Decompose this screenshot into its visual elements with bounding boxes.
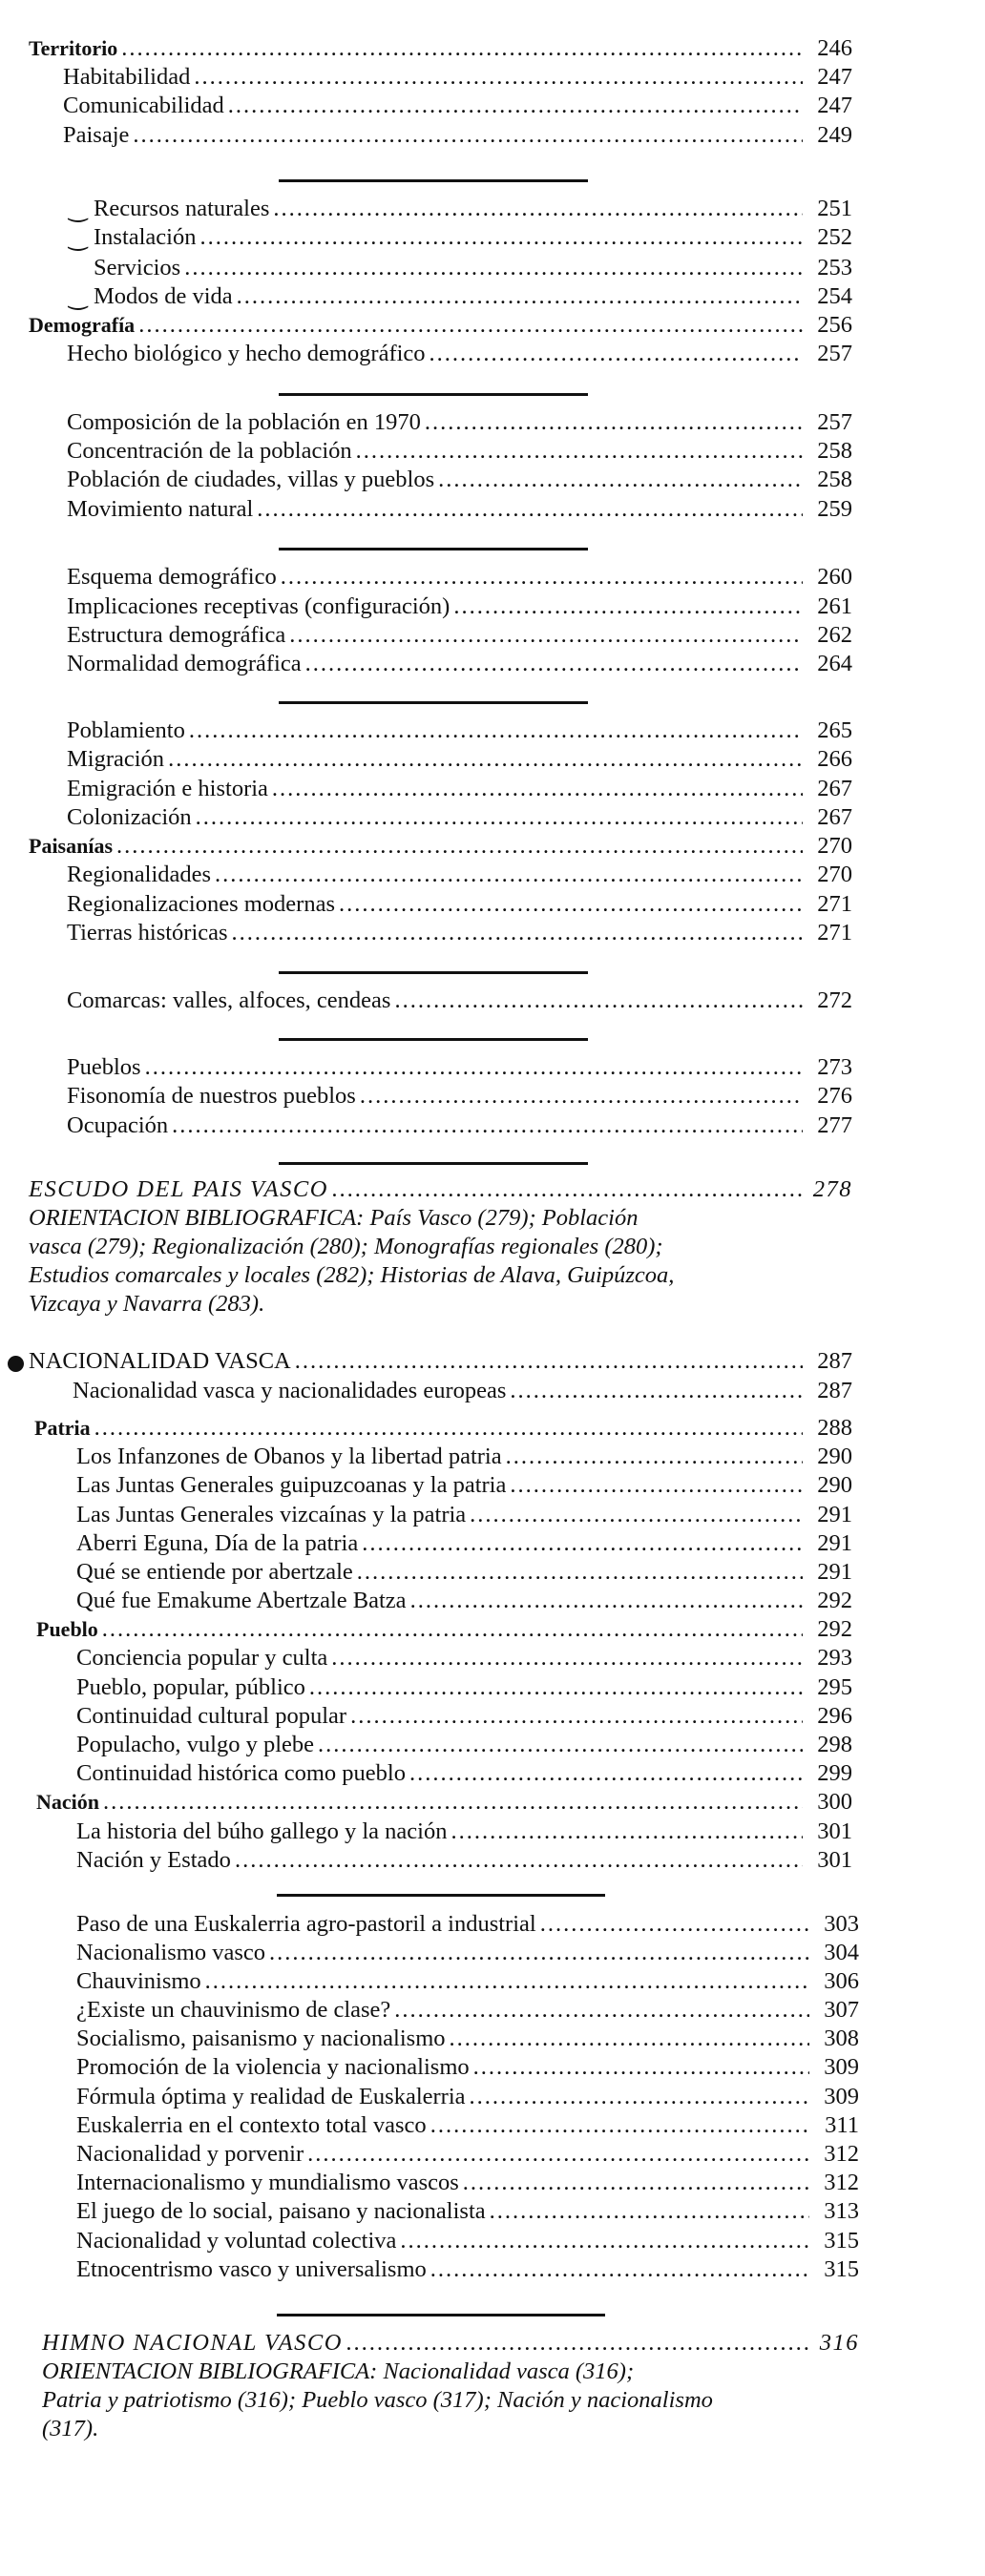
toc-entry-instalacion — [94, 223, 852, 252]
dot-leader — [339, 890, 803, 919]
dot-leader — [205, 1967, 809, 1996]
toc-entry-label: Nación y Estado — [76, 1847, 231, 1873]
toc-entry-patria — [34, 1414, 852, 1443]
dot-leader — [103, 1788, 803, 1817]
dot-leader — [305, 650, 803, 678]
toc-entry-nacionalidad-y-voluntad-colectiva — [76, 2227, 859, 2255]
toc-entry-page: 260 — [817, 564, 852, 590]
toc-entry-page: 304 — [824, 1940, 859, 1965]
toc-entry-conciencia-popular-y-culta — [76, 1644, 852, 1672]
toc-entry-himno-nacional-vasco — [42, 2329, 859, 2358]
dot-leader — [200, 223, 804, 252]
toc-entry-label: Servicios — [94, 255, 181, 280]
dot-leader — [409, 1759, 803, 1788]
dot-leader — [228, 92, 803, 120]
dot-leader — [438, 466, 803, 494]
toc-entry-page: 300 — [817, 1789, 852, 1815]
toc-entry-comunicabilidad — [63, 92, 852, 120]
dot-leader — [332, 1175, 803, 1204]
dot-leader — [356, 437, 803, 466]
toc-entry-emigracion-e-historia — [67, 775, 852, 803]
bibliography-line: Estudios comarcales y locales (282); Historias de Alava, Guipúzcoa, — [29, 1262, 675, 1288]
toc-entry-label: Paisanías — [29, 834, 114, 858]
toc-entry-pueblos — [67, 1053, 852, 1082]
toc-entry-page: 270 — [817, 833, 852, 859]
toc-entry-composicion-de-la-poblacion-en-1970 — [67, 408, 852, 437]
toc-entry-page: 295 — [817, 1674, 852, 1700]
toc-entry-label: Patria — [34, 1416, 91, 1440]
dot-leader — [346, 2329, 809, 2358]
toc-entry-page: 315 — [824, 2228, 859, 2254]
toc-entry-pueblo-popular-publico — [76, 1673, 852, 1702]
margin-check-mark: ‿ — [69, 197, 88, 222]
toc-entry-page: 309 — [824, 2054, 859, 2080]
dot-leader — [463, 2169, 809, 2197]
dot-leader — [318, 1731, 803, 1759]
toc-entry-poblacion-de-ciudades-villas-y-pueblos — [67, 466, 852, 494]
toc-entry-page: 301 — [817, 1818, 852, 1844]
dot-leader — [400, 2227, 809, 2255]
toc-entry-los-infanzones-de-obanos-y-la-libertad-patria — [76, 1443, 852, 1471]
toc-entry-page: 309 — [824, 2084, 859, 2109]
toc-entry-label: ¿Existe un chauvinismo de clase? — [76, 1997, 391, 2023]
toc-entry-page: 299 — [817, 1760, 852, 1786]
toc-entry-page: 311 — [825, 2112, 859, 2138]
toc-entry-chauvinismo — [76, 1967, 859, 1996]
dot-leader — [362, 1529, 803, 1558]
dot-leader — [425, 408, 803, 437]
dot-leader — [269, 1939, 809, 1967]
dot-leader — [410, 1587, 803, 1615]
toc-entry-label: Las Juntas Generales guipuzcoanas y la patria — [76, 1472, 507, 1498]
toc-entry-label: Composición de la población en 1970 — [67, 409, 421, 435]
dot-leader — [133, 121, 803, 150]
section-divider — [279, 393, 588, 396]
toc-entry-label: Euskalerria en el contexto total vasco — [76, 2112, 427, 2138]
toc-entry-page: 296 — [817, 1703, 852, 1729]
section-bullet-icon — [8, 1356, 24, 1372]
dot-leader — [145, 1053, 803, 1082]
toc-entry-label: Paisaje — [63, 122, 130, 148]
toc-entry-el-juego-de-lo-social-paisano-y-nacionalista — [76, 2197, 859, 2226]
section-divider — [279, 1162, 588, 1165]
toc-entry-euskalerria-en-el-contexto-total-vasco — [76, 2111, 859, 2140]
bibliography-line: (317). — [42, 2416, 99, 2441]
toc-entry-page: 270 — [817, 862, 852, 887]
dot-leader — [194, 63, 803, 92]
toc-entry-label: Socialismo, paisanismo y nacionalismo — [76, 2025, 446, 2051]
toc-entry-page: 298 — [817, 1732, 852, 1757]
toc-entry-regionalidades — [67, 861, 852, 889]
toc-entry-label: Emigración e historia — [67, 776, 268, 801]
toc-entry-label: Colonización — [67, 804, 192, 830]
toc-entry-page: 254 — [817, 283, 852, 309]
toc-entry-label: Regionalizaciones modernas — [67, 891, 335, 917]
toc-entry-nacionalidad-vasca — [29, 1347, 852, 1376]
toc-entry-label: Habitabilidad — [63, 64, 191, 90]
toc-entry-page: 261 — [817, 593, 852, 619]
toc-entry-label: Implicaciones receptivas (configuración) — [67, 593, 451, 619]
toc-entry-regionalizaciones-modernas — [67, 890, 852, 919]
dot-leader — [189, 717, 803, 745]
toc-entry-esquema-demografico — [67, 563, 852, 592]
toc-entry-page: 308 — [824, 2025, 859, 2051]
dot-leader — [430, 2255, 809, 2284]
toc-entry-page: 291 — [817, 1559, 852, 1585]
toc-entry-label: HIMNO NACIONAL VASCO — [42, 2330, 343, 2356]
dot-leader — [289, 621, 803, 650]
dot-leader — [232, 919, 803, 947]
toc-entry-las-juntas-generales-vizcainas-y-la-patria — [76, 1501, 852, 1529]
bibliography-line: Patria y patriotismo (316); Pueblo vasco (317); Nación y nacionalismo — [42, 2387, 713, 2413]
dot-leader — [121, 34, 803, 63]
toc-entry-escudo-del-pais-vasco — [29, 1175, 852, 1204]
toc-entry-page: 247 — [817, 64, 852, 90]
toc-entry-continuidad-cultural-popular — [76, 1702, 852, 1731]
section-divider — [279, 971, 588, 974]
toc-entry-que-se-entiende-por-abertzale — [76, 1558, 852, 1587]
toc-entry-page: 306 — [824, 1968, 859, 1994]
toc-entry-label: Territorio — [29, 36, 118, 60]
toc-entry-paso-de-una-euskalerria-agro-pastoril-a-industrial — [76, 1910, 859, 1939]
toc-entry-paisaje — [63, 121, 852, 150]
dot-leader — [307, 2140, 809, 2169]
toc-entry-colonizacion — [67, 803, 852, 832]
dot-leader — [360, 1082, 803, 1111]
toc-entry-etnocentrismo-vasco-y-universalismo — [76, 2255, 859, 2284]
dot-leader — [470, 1501, 803, 1529]
margin-check-mark: ‿ — [69, 226, 88, 251]
toc-entry-tierras-historicas — [67, 919, 852, 947]
toc-entry-page: 267 — [817, 776, 852, 801]
toc-entry-page: 271 — [817, 920, 852, 945]
toc-entry-poblamiento — [67, 717, 852, 745]
toc-entry-label: Qué fue Emakume Abertzale Batza — [76, 1588, 407, 1613]
toc-entry-page: 291 — [817, 1502, 852, 1527]
dot-leader — [309, 1673, 803, 1702]
toc-entry-label: Promoción de la violencia y nacionalismo — [76, 2054, 470, 2080]
toc-entry-nacionalidad-vasca-y-nacionalidades-europeas — [73, 1377, 852, 1405]
toc-entry-page: 277 — [817, 1112, 852, 1138]
dot-leader — [272, 775, 803, 803]
toc-entry-page: 288 — [817, 1415, 852, 1441]
toc-entry-label: Ocupación — [67, 1112, 169, 1138]
dot-leader — [394, 1996, 809, 2025]
toc-entry-label: Esquema demográfico — [67, 564, 277, 590]
toc-entry-label: Demografía — [29, 313, 136, 337]
toc-entry-label: Instalación — [94, 224, 197, 250]
dot-leader — [235, 1846, 803, 1875]
bibliography-line: Vizcaya y Navarra (283). — [29, 1291, 265, 1317]
toc-entry-modos-de-vida — [94, 282, 852, 311]
toc-entry-nacionalidad-y-porvenir — [76, 2140, 859, 2169]
toc-entry-page: 249 — [817, 122, 852, 148]
toc-entry-label: Aberri Eguna, Día de la patria — [76, 1530, 359, 1556]
toc-entry-page: 292 — [817, 1588, 852, 1613]
toc-entry-page: 287 — [817, 1378, 852, 1403]
toc-entry-label: Nacionalidad y voluntad colectiva — [76, 2228, 397, 2254]
section-divider — [279, 179, 588, 182]
toc-entry-label: El juego de lo social, paisano y nacionalista — [76, 2198, 486, 2224]
toc-entry-que-fue-emakume-abertzale-batza — [76, 1587, 852, 1615]
dot-leader — [116, 832, 803, 861]
toc-entry-label: Recursos naturales — [94, 196, 270, 221]
dot-leader — [94, 1414, 803, 1443]
toc-entry-servicios — [94, 254, 852, 282]
toc-entry-aberri-eguna-dia-de-la-patria — [76, 1529, 852, 1558]
toc-entry-label: Continuidad histórica como pueblo — [76, 1760, 406, 1786]
toc-entry-ocupacion — [67, 1111, 852, 1140]
toc-entry-page: 312 — [824, 2141, 859, 2167]
dot-leader — [273, 195, 803, 223]
toc-entry-label: Populacho, vulgo y plebe — [76, 1732, 315, 1757]
toc-entry-estructura-demografica — [67, 621, 852, 650]
toc-entry-formula-optima-y-realidad-de-euskalerria — [76, 2083, 859, 2111]
bibliography-line: vasca (279); Regionalización (280); Monografías regionales (280); — [29, 1234, 663, 1259]
dot-leader — [473, 2053, 809, 2082]
dot-leader — [506, 1443, 803, 1471]
toc-entry-page: 258 — [817, 467, 852, 492]
dot-leader — [451, 1818, 803, 1846]
dot-leader — [168, 745, 803, 774]
toc-entry-label: Conciencia popular y culta — [76, 1645, 328, 1671]
dot-leader — [490, 2197, 809, 2226]
section-divider — [279, 548, 588, 551]
toc-entry-territorio — [29, 34, 852, 63]
toc-entry-label: Etnocentrismo vasco y universalismo — [76, 2256, 427, 2282]
dot-leader — [430, 340, 803, 368]
toc-entry-page: 278 — [812, 1176, 852, 1202]
dot-leader — [138, 311, 803, 340]
toc-entry-page: 262 — [817, 622, 852, 648]
dot-leader — [394, 987, 803, 1015]
dot-leader — [215, 861, 803, 889]
toc-entry-page: 273 — [817, 1054, 852, 1080]
toc-entry-label: Nacionalidad y porvenir — [76, 2141, 304, 2167]
toc-entry-label: Normalidad demográfica — [67, 651, 302, 676]
toc-entry-hecho-biologico-y-hecho-demografico — [67, 340, 852, 368]
toc-entry-movimiento-natural — [67, 495, 852, 524]
toc-entry-page: 290 — [817, 1444, 852, 1469]
toc-entry-page: 267 — [817, 804, 852, 830]
toc-entry-page: 266 — [817, 746, 852, 772]
toc-entry-page: 257 — [817, 409, 852, 435]
toc-entry-las-juntas-generales-guipuzcoanas-y-la-patria — [76, 1471, 852, 1500]
toc-entry-page: 307 — [824, 1997, 859, 2023]
toc-entry-label: Qué se entiende por abertzale — [76, 1559, 353, 1585]
toc-entry-page: 312 — [824, 2170, 859, 2195]
margin-check-mark: ‿ — [69, 285, 88, 310]
section-divider — [277, 2314, 605, 2316]
toc-entry-label: Nacionalismo vasco — [76, 1940, 265, 1965]
toc-entry-page: 258 — [817, 438, 852, 464]
toc-entry-nacionalismo-vasco — [76, 1939, 859, 1967]
toc-entry-label: Comunicabilidad — [63, 93, 224, 118]
toc-entry-label: Concentración de la población — [67, 438, 352, 464]
toc-entry-label: Internacionalismo y mundialismo vascos — [76, 2170, 459, 2195]
toc-entry-page: 287 — [817, 1348, 852, 1374]
toc-entry-socialismo-paisanismo-y-nacionalismo — [76, 2025, 859, 2053]
toc-entry-demografia — [29, 311, 852, 340]
dot-leader — [184, 254, 803, 282]
toc-entry-label: Tierras históricas — [67, 920, 228, 945]
dot-leader — [453, 592, 803, 621]
dot-leader — [102, 1615, 803, 1644]
toc-entry-label: Pueblo — [36, 1617, 98, 1641]
toc-entry-label: Las Juntas Generales vizcaínas y la patria — [76, 1502, 467, 1527]
toc-entry-label: Pueblos — [67, 1054, 141, 1080]
toc-entry-page: 246 — [817, 35, 852, 61]
toc-entry-page: 257 — [817, 341, 852, 366]
dot-leader — [510, 1471, 803, 1500]
toc-entry-fisonomia-de-nuestros-pueblos — [67, 1082, 852, 1111]
toc-entry-label: Chauvinismo — [76, 1968, 201, 1994]
toc-entry-page: 251 — [817, 196, 852, 221]
toc-entry-label: Fisonomía de nuestros pueblos — [67, 1083, 356, 1109]
toc-entry-label: Pueblo, popular, público — [76, 1674, 305, 1700]
toc-entry-label: Continuidad cultural popular — [76, 1703, 347, 1729]
toc-entry-label: Comarcas: valles, alfoces, cendeas — [67, 987, 391, 1013]
toc-entry-label: Regionalidades — [67, 862, 212, 887]
dot-leader — [196, 803, 803, 832]
toc-entry-continuidad-historica-como-pueblo — [76, 1759, 852, 1788]
toc-entry-label: Migración — [67, 746, 165, 772]
toc-entry-label: Estructura demográfica — [67, 622, 286, 648]
toc-entry-concentracion-de-la-poblacion — [67, 437, 852, 466]
toc-entry-migracion — [67, 745, 852, 774]
toc-entry-page: 276 — [817, 1083, 852, 1109]
bibliography-line: ORIENTACION BIBLIOGRAFICA: País Vasco (279); Población — [29, 1205, 639, 1231]
dot-leader — [357, 1558, 803, 1587]
toc-entry-nacion — [36, 1788, 852, 1817]
toc-entry-label: Movimiento natural — [67, 496, 254, 522]
toc-entry-label: Poblamiento — [67, 717, 185, 743]
section-divider — [279, 1038, 588, 1041]
section-divider — [277, 1894, 605, 1897]
dot-leader — [172, 1111, 803, 1140]
toc-entry-page: 253 — [817, 255, 852, 280]
toc-entry-label: Nacionalidad vasca y nacionalidades europeas — [73, 1378, 507, 1403]
toc-entry-existe-un-chauvinismo-de-clase — [76, 1996, 859, 2025]
toc-entry-page: 291 — [817, 1530, 852, 1556]
toc-entry-page: 271 — [817, 891, 852, 917]
toc-entry-label: Hecho biológico y hecho demográfico — [67, 341, 426, 366]
toc-entry-page: 293 — [817, 1645, 852, 1671]
toc-entry-normalidad-demografica — [67, 650, 852, 678]
dot-leader — [450, 2025, 809, 2053]
toc-entry-comarcas-valles-alfoces-cendeas — [67, 987, 852, 1015]
dot-leader — [350, 1702, 803, 1731]
toc-entry-page: 290 — [817, 1472, 852, 1498]
toc-entry-label: Nación — [36, 1790, 99, 1814]
toc-entry-la-historia-del-buho-gallego-y-la-nacion — [76, 1818, 852, 1846]
toc-entry-label: ESCUDO DEL PAIS VASCO — [29, 1176, 328, 1202]
toc-entry-promocion-de-la-violencia-y-nacionalismo — [76, 2053, 859, 2082]
toc-entry-recursos-naturales — [94, 195, 852, 223]
toc-entry-nacion-y-estado — [76, 1846, 852, 1875]
dot-leader — [510, 1377, 803, 1405]
toc-entry-page: 256 — [817, 312, 852, 338]
toc-entry-label: NACIONALIDAD VASCA — [29, 1348, 291, 1374]
toc-entry-page: 265 — [817, 717, 852, 743]
toc-entry-label: Modos de vida — [94, 283, 233, 309]
toc-entry-label: La historia del búho gallego y la nación — [76, 1818, 448, 1844]
toc-entry-page: 301 — [817, 1847, 852, 1873]
toc-entry-page: 252 — [817, 224, 852, 250]
dot-leader — [331, 1644, 803, 1672]
toc-entry-page: 272 — [817, 987, 852, 1013]
dot-leader — [470, 2083, 809, 2111]
toc-entry-page: 316 — [819, 2330, 859, 2356]
toc-entry-habitabilidad — [63, 63, 852, 92]
toc-entry-label: Los Infanzones de Obanos y la libertad patria — [76, 1444, 502, 1469]
toc-entry-label: Fórmula óptima y realidad de Euskalerria — [76, 2084, 466, 2109]
toc-entry-page: 247 — [817, 93, 852, 118]
toc-entry-implicaciones-receptivas-configuracion — [67, 592, 852, 621]
dot-leader — [430, 2111, 809, 2140]
dot-leader — [281, 563, 803, 592]
toc-entry-page: 313 — [824, 2198, 859, 2224]
toc-entry-paisanias — [29, 832, 852, 861]
toc-entry-page: 264 — [817, 651, 852, 676]
toc-entry-internacionalismo-y-mundialismo-vascos — [76, 2169, 859, 2197]
toc-entry-label: Paso de una Euskalerria agro-pastoril a industrial — [76, 1911, 536, 1937]
toc-entry-page: 303 — [824, 1911, 859, 1937]
section-divider — [279, 701, 588, 704]
toc-entry-pueblo — [36, 1615, 852, 1644]
toc-entry-label: Población de ciudades, villas y pueblos — [67, 467, 435, 492]
toc-entry-page: 292 — [817, 1616, 852, 1642]
dot-leader — [237, 282, 803, 311]
dot-leader — [257, 495, 803, 524]
toc-entry-populacho-vulgo-y-plebe — [76, 1731, 852, 1759]
dot-leader — [295, 1347, 803, 1376]
toc-entry-page: 315 — [824, 2256, 859, 2282]
toc-entry-page: 259 — [817, 496, 852, 522]
bibliography-line: ORIENTACION BIBLIOGRAFICA: Nacionalidad vasca (316); — [42, 2358, 635, 2384]
dot-leader — [540, 1910, 809, 1939]
